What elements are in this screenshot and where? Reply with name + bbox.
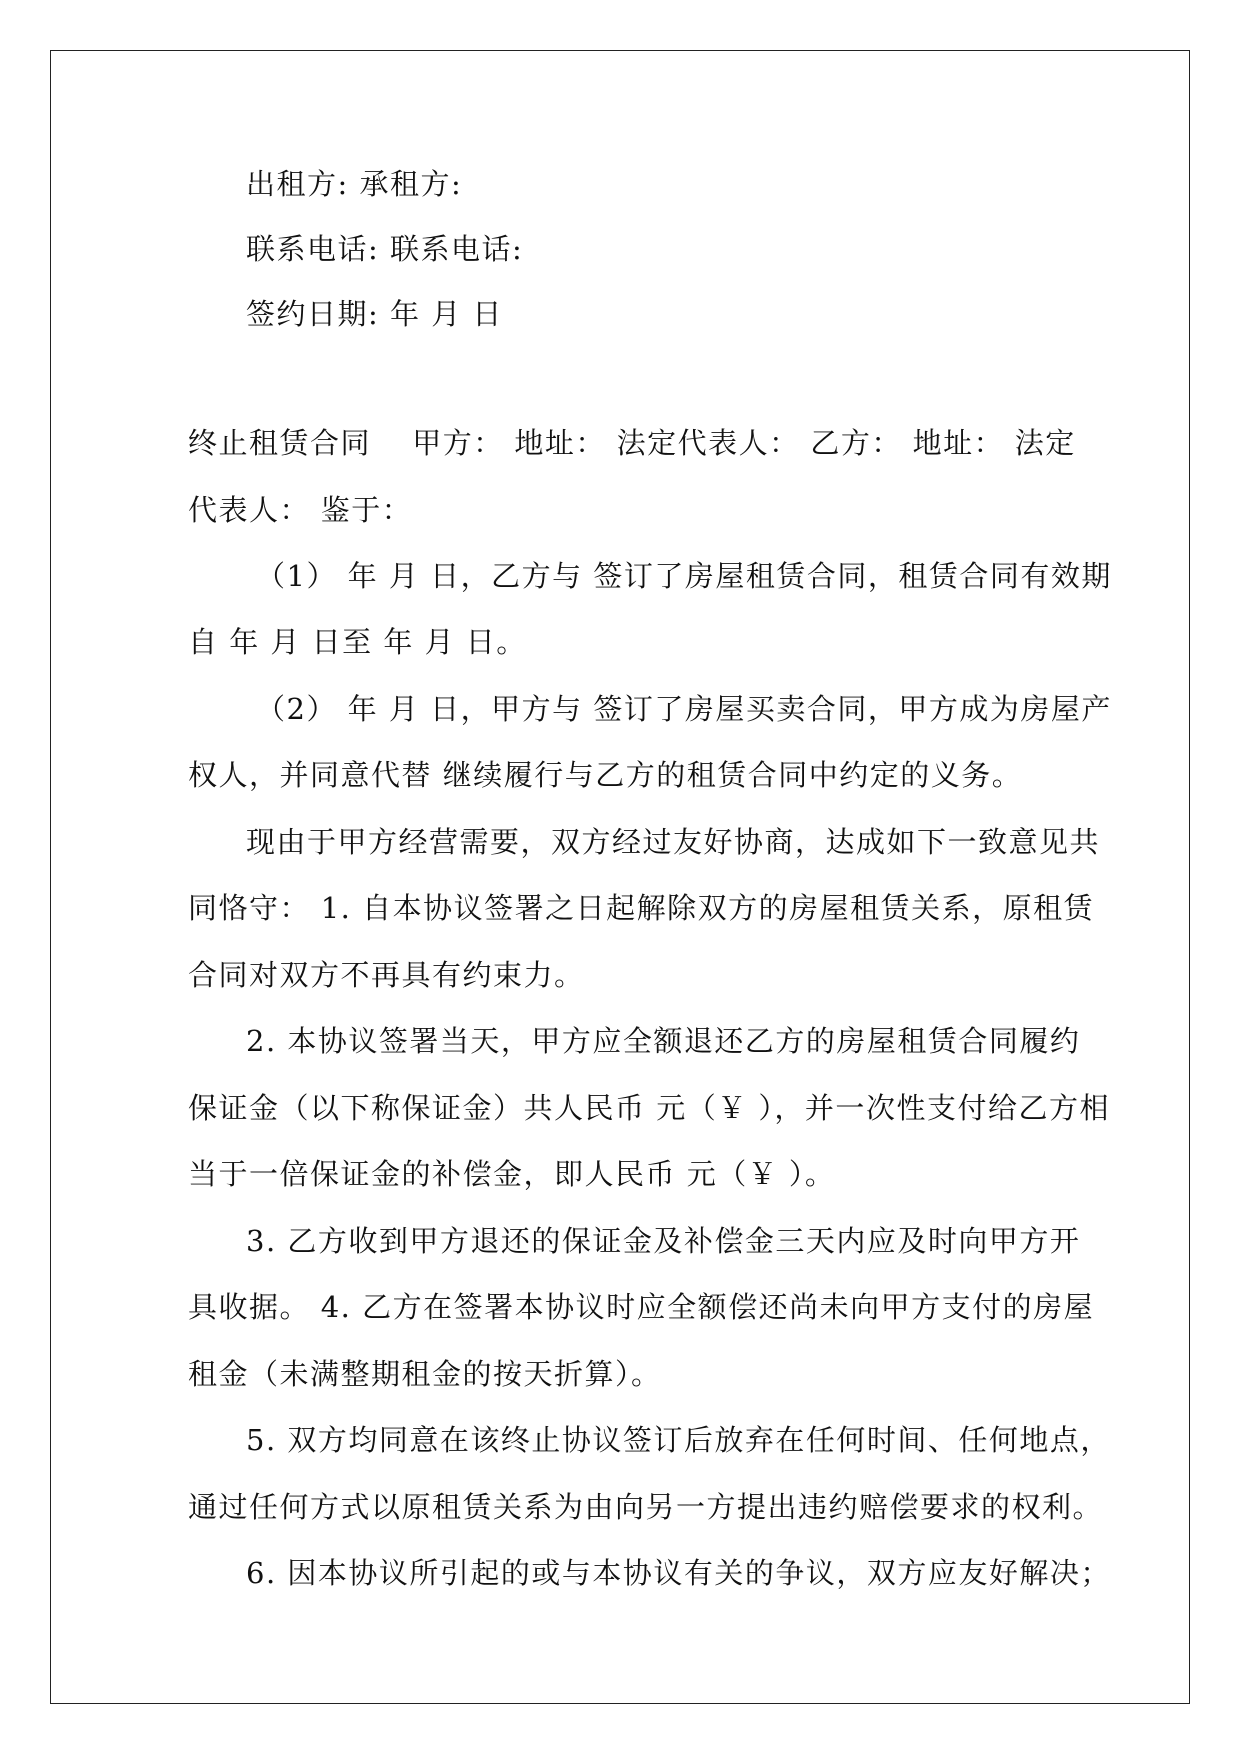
body-line: 自 年 月 日至 年 月 日。 [188,625,527,659]
body-line-preamble: 现由于甲方经营需要，双方经过友好协商，达成如下一致意见共 [246,825,1101,859]
body-line: 同恪守： 1. 自本协议签署之日起解除双方的房屋租赁关系，原租赁 [188,891,1095,925]
body-line: 保证金（以下称保证金）共人民币 元（￥ ），并一次性支付给乙方相 [188,1091,1110,1125]
body-line: 代表人： 鉴于： [188,493,413,527]
body-line-clause-6: 6. 因本协议所引起的或与本协议有关的争议，双方应友好解决； [246,1556,1111,1590]
body-line: 通过任何方式以原租赁关系为由向另一方提出违约赔偿要求的权利。 [188,1490,1104,1524]
body-line: 合同对双方不再具有约束力。 [188,958,585,992]
header-sign-date: 签约日期: 年 月 日 [246,297,503,331]
body-line-clause-1: （1） 年 月 日，乙方与 签订了房屋租赁合同，租赁合同有效期 [256,559,1112,593]
body-line-clause-2: （2） 年 月 日，甲方与 签订了房屋买卖合同，甲方成为房屋产 [256,692,1112,726]
body-line-clause-5: 5. 双方均同意在该终止协议签订后放弃在任何时间、任何地点， [246,1423,1111,1457]
body-line: 当于一倍保证金的补偿金，即人民币 元（￥ ）。 [188,1157,836,1191]
body-line-clause-2-deposit: 2. 本协议签署当天，甲方应全额退还乙方的房屋租赁合同履约 [246,1024,1081,1058]
body-line: 具收据。 4. 乙方在签署本协议时应全额偿还尚未向甲方支付的房屋 [188,1290,1095,1324]
body-line: 租金（未满整期租金的按天折算）。 [188,1357,662,1391]
header-phone: 联系电话: 联系电话: [246,232,524,266]
body-line: 权人，并同意代替 继续履行与乙方的租赁合同中约定的义务。 [188,758,1023,792]
header-lessor-lessee: 出租方: 承租方: [246,167,463,201]
body-line-clause-3: 3. 乙方收到甲方退还的保证金及补偿金三天内应及时向甲方开 [246,1224,1081,1258]
body-line-title-parties: 终止租赁合同 甲方： 地址： 法定代表人： 乙方： 地址： 法定 [188,426,1076,460]
